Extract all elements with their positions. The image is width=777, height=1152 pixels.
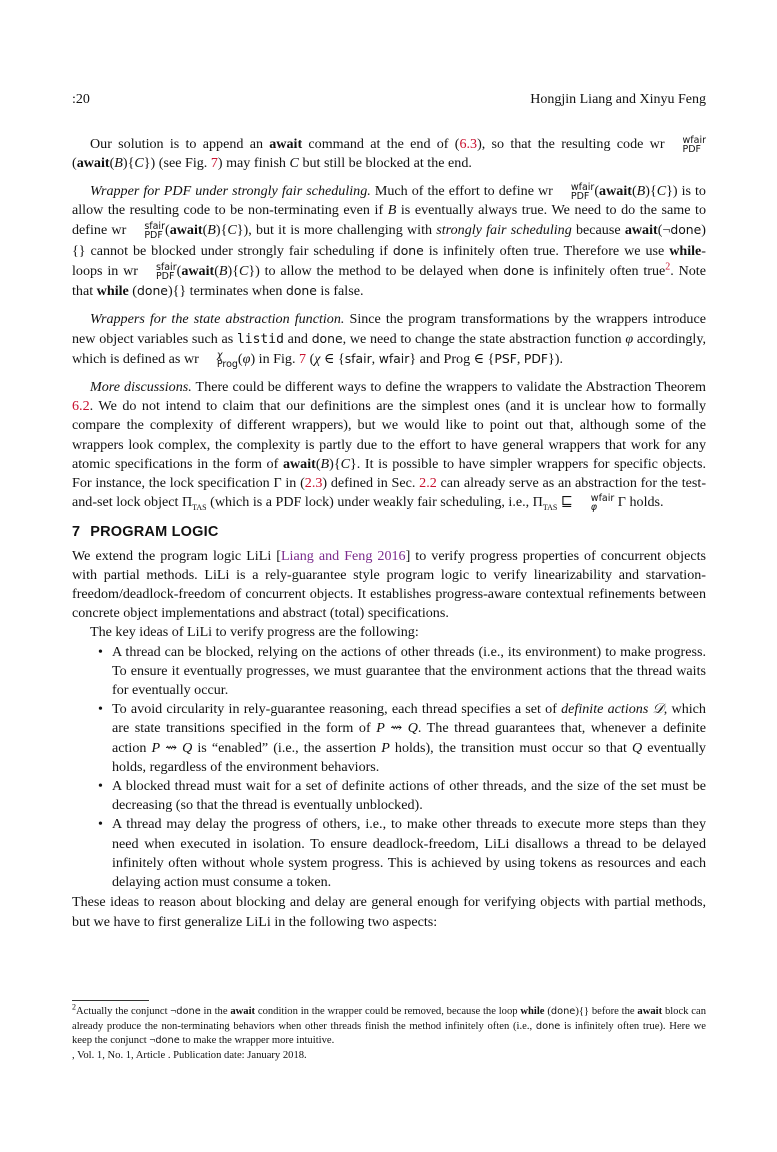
ref-sec-2-2[interactable]: 2.2 <box>419 475 437 492</box>
running-head <box>72 92 706 108</box>
ref-theorem-6-2[interactable]: 6.2 <box>72 398 90 415</box>
paragraph-generalize: These ideas to reason about blocking and delay are general enough for verifying objects with partial methods, but we have to first generalize LiLi in the following two aspects: <box>72 894 706 930</box>
paragraph-more-discussions: More discussions. There could be different ways to define the wrappers to validate the Abstraction Theorem 6.2. We do not intend to claim that our definitions are the simplest ones (and it is unclear how to formally compare the complexity of different wrappers), but we would like to point out that, although some of the wrappers look complex, the complexity is partly due to the effort to have general wrappers that work for any atomic specifications in the form of await(B){C}. It is possible to have simpler wrappers for specific objects. For instance, the lock specification Γ in (2.3) defined in Sec. 2.2 can already serve as an abstraction for the test-and-set lock object $\Pi_{TAS}$ (which is a PDF lock) under weakly fair scheduling, i.e., $\Pi_{TAS}$ ⊑ wfair φ Γ holds. <box>72 379 707 514</box>
page-footer: , Vol. 1, No. 1, Article . Publication date: January 2018. <box>72 1050 307 1061</box>
list-item: • A thread may delay the progress of others, i.e., to make other threads to execute more steps than they need when executed in isolation. To ensure deadlock-freedom, LiLi disallows a thread to be delayed infinitely often without whole system progress. This is achieved by using tokens as resources and each delaying action must consume a token. <box>112 815 706 892</box>
paragraph-key-ideas: The key ideas of LiLi to verify progress are the following: <box>90 624 419 641</box>
section-title: PROGRAM LOGIC <box>90 524 219 541</box>
paragraph-state-abstraction: Wrappers for the state abstraction function. Since the program transformations by the wrappers introduce new object variables such as listid and done, we need to change the state abstraction function φ accordingly, which is defined as wr χ Prog (φ) in Fig. 7 (χ ∈ {sfair, wfair} and Prog ∈ {PSF, PDF}). <box>72 310 706 371</box>
citation-lili[interactable]: Liang and Feng 2016 <box>280 547 406 564</box>
body-text <box>72 135 706 940</box>
key-ideas-list <box>72 643 706 893</box>
list-item: • A thread can be blocked, relying on the actions of other threads (i.e., its environment) to make progress. To ensure it eventually progresses, we must guarantee that the environment actions that the thread waits for eventually occur. <box>112 643 706 701</box>
section-heading <box>72 523 706 542</box>
ref-fig-7b[interactable]: 7 <box>299 351 307 368</box>
paragraph-await-solution: Our solution is to append an await command at the end of (6.3), so that the resulting code wr wfair PDF (await(B){C}) (see Fig. 7) may finish C but still be blocked at the end. <box>72 135 706 172</box>
list-item: • A blocked thread must wait for a set of definite actions of other threads, and the size of the set must be decreasing (so that the thread is eventually unblocked). <box>112 777 706 815</box>
paragraph-wrapper-pdf: Wrapper for PDF under strongly fair scheduling. Much of the effort to define wr wfair PDF (await(B){C}) is to allow the resulting code to be non-terminating even if B is eventually always true. We need to do the same to define wr sfair PDF (await(B){C}), but it is more challenging with strongly fair scheduling because await(¬done){} cannot be blocked under strongly fair scheduling if done is infinitely often true. Therefore we use while-loops in wr sfair PDF (await(B){C}) to allow the method to be delayed when done is infinitely often true$^2$. Note that while (done){} terminates when done is false. <box>72 182 707 300</box>
ref-fig-7[interactable]: 7 <box>210 155 218 172</box>
footnote-rule <box>72 1000 149 1001</box>
paragraph-program-logic-intro: We extend the program logic LiLi [Liang and Feng 2016] to verify progress properties of concurrent objects with partial methods. LiLi is a rely-guarantee style program logic to verify linearizability and starvation-freedom/deadlock-freedom of concurrent objects. It establishes progress-aware contextual refinements between concrete object implementations and abstract (total) specifications. <box>72 547 707 622</box>
running-head-authors: Hongjin Liang and Xinyu Feng <box>530 92 706 107</box>
footnote-2: $^2$Actually the conjunct ¬done in the await condition in the wrapper could be removed, because the loop while (done){} before the await block can already produce the non-terminating behaviors when other threads finish the method infinitely often (i.e., done is infinitely often true). Here we keep the conjunct ¬done to make the wrapper more intuitive. <box>72 1002 706 1047</box>
list-item: • To avoid circularity in rely-guarantee reasoning, each thread specifies a set of definite actions 𝒟, which are state transitions specified in the form of P ⇝ Q. The thread guarantees that, whenever a definite action P ⇝ Q is “enabled” (i.e., the assertion P holds), the transition must occur so that Q eventually holds, regardless of the environment behaviors. <box>112 700 706 777</box>
page-number: :20 <box>72 92 90 107</box>
footnote-marker-2[interactable]: 2 <box>665 261 671 273</box>
ref-eq-6-3[interactable]: 6.3 <box>459 136 478 152</box>
section-number: 7 <box>72 524 81 541</box>
ref-eq-2-3[interactable]: 2.3 <box>304 475 323 492</box>
